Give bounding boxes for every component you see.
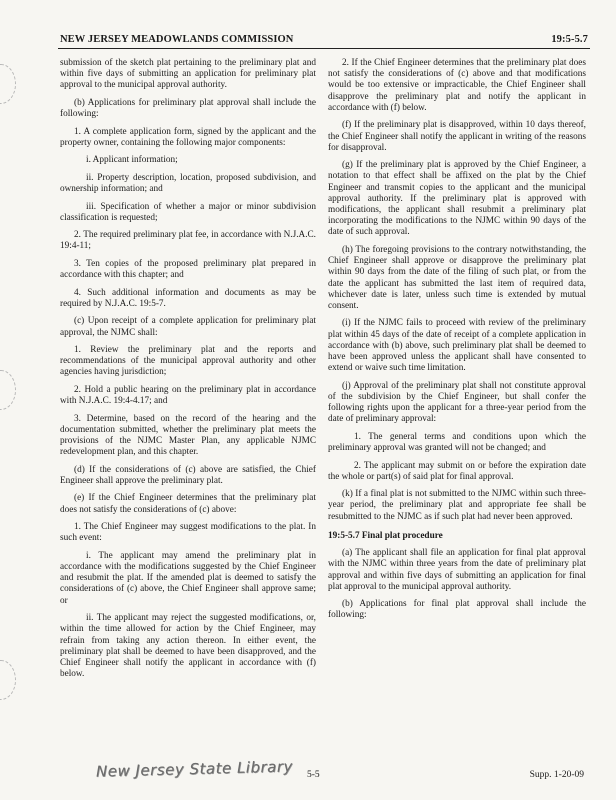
section-heading: 19:5-5.7 Final plat procedure: [328, 530, 443, 541]
paragraph: 2. The required preliminary plat fee, in accordance with N.J.A.C. 19:4-11;: [60, 230, 316, 252]
paragraph: (i) If the NJMC fails to proceed with review of the preliminary plat within 45 days of the date of receipt of a complete application in accordance with (b) above, such preliminary plat shall be deemed to have been approved unless the applicant shall have consented to extend or waive such time limitation.: [328, 318, 586, 374]
paragraph: i. Applicant information;: [86, 155, 178, 166]
paragraph: (b) Applications for preliminary plat approval shall include the following:: [60, 97, 316, 120]
header-rule: [58, 48, 590, 49]
paragraph: ii. Property description, location, proposed subdivision, and ownership information; and: [60, 172, 316, 195]
paragraph: (j) Approval of the preliminary plat shall not constitute approval of the subdivision by the Chief Engineer, but shall confer the following rights upon the applicant for a three-year period from the date of preliminary approval:: [328, 380, 586, 425]
punch-hole-mark: [0, 370, 16, 410]
paragraph: (k) If a final plat is not submitted to the NJMC within such three-year period, the preliminary plat and appropriate fee shall be resubmitted to the NJMC as if such plat had never been approved.: [328, 489, 586, 522]
running-header: [60, 34, 588, 45]
paragraph: ii. The applicant may reject the suggested modifications, or, within the time allowed for action by the Chief Engineer, may refrain from taking any action thereon. In either event, the preliminary plat shall be deemed to have been disapproved, and the Chief Engineer shall notify the applicant in accordance with (f) below.: [60, 613, 316, 680]
paragraph: 1. A complete application form, signed by the applicant and the property owner, containing the following major components:: [60, 126, 316, 148]
paragraph: (c) Upon receipt of a complete application for preliminary plat approval, the NJMC shall:: [60, 316, 316, 338]
paragraph: 1. The Chief Engineer may suggest modifications to the plat. In such event:: [60, 522, 316, 544]
paragraph: 1. Review the preliminary plat and the reports and recommendations of the municipal approval authority and other agencies having jurisdiction;: [60, 345, 316, 378]
paragraph: 2. Hold a public hearing on the preliminary plat in accordance with N.J.A.C. 19:4-4.17; and: [60, 384, 316, 407]
page-number: 5-5: [307, 770, 320, 780]
paragraph: (e) If the Chief Engineer determines that the preliminary plat does not satisfy the considerations of (c) above:: [60, 493, 316, 515]
right-column: [328, 58, 586, 628]
paragraph: (g) If the preliminary plat is approved by the Chief Engineer, a notation to that effect shall be affixed on the plat by the Chief Engineer and transmit copies to the applicant and the municipal approval authority. If the preliminary plat is approved with modifications, the applicant shall resubmit a preliminary plat incorporating the modifications to the NJMC within 90 days of the date of such approval.: [328, 160, 586, 238]
paragraph: 3. Determine, based on the record of the hearing and the documentation submitted, whether the preliminary plat meets the provisions of the NJMC Master Plan, any applicable NJMC redevelopment plan, and this chapter.: [60, 413, 316, 458]
punch-hole-mark: [0, 64, 16, 104]
punch-hole-mark: [0, 660, 16, 700]
supplement-date: Supp. 1-20-09: [529, 770, 584, 780]
paragraph: (b) Applications for final plat approval shall include the following:: [328, 599, 586, 621]
header-section-number: 19:5-5.7: [551, 34, 588, 45]
header-title: NEW JERSEY MEADOWLANDS COMMISSION: [60, 34, 294, 45]
paragraph: (h) The foregoing provisions to the contrary notwithstanding, the Chief Engineer shall approve or disapprove the preliminary plat within 90 days from the date of the filing of such plat, or from the date the applicant has submitted the last item of required data, whichever date is later, unless such time is extended by mutual consent.: [328, 244, 586, 311]
left-column: [60, 58, 316, 687]
library-stamp: New Jersey State Library: [95, 757, 294, 781]
paragraph: i. The applicant may amend the preliminary plat in accordance with the modifications suggested by the Chief Engineer and resubmit the plat. If the amended plat is deemed to satisfy the considerations of (c) above, the Chief Engineer shall approve same; or: [60, 550, 316, 606]
paragraph: iii. Specification of whether a major or minor subdivision classification is requested;: [60, 201, 316, 223]
paragraph: 1. The general terms and conditions upon which the preliminary approval was granted will not be changed; and: [328, 431, 586, 454]
paragraph: 4. Such additional information and documents as may be required by N.J.A.C. 19:5-7.: [60, 287, 316, 309]
paragraph: 3. Ten copies of the proposed preliminary plat prepared in accordance with this chapter; and: [60, 258, 316, 281]
paragraph: submission of the sketch plat pertaining to the preliminary plat and within five days of submitting an application for preliminary plat approval to the municipal approval authority.: [60, 58, 316, 91]
paragraph: (a) The applicant shall file an application for final plat approval with the NJMC within three years from the date of preliminary plat approval and within five days of submitting an application for final plat approval to the municipal approval authority.: [328, 548, 586, 592]
paragraph: (d) If the considerations of (c) above are satisfied, the Chief Engineer shall approve the preliminary plat.: [60, 464, 316, 486]
paragraph: (f) If the preliminary plat is disapproved, within 10 days thereof, the Chief Engineer shall notify the applicant in writing of the reasons for disapproval.: [328, 120, 586, 153]
paragraph: 2. If the Chief Engineer determines that the preliminary plat does not satisfy the considerations of (c) above and that modifications would be too extensive or impracticable, the Chief Engineer shall disapprove the preliminary plat and notify the applicant in accordance with (f) below.: [328, 58, 586, 113]
paragraph: 2. The applicant may submit on or before the expiration date the whole or part(s) of said plat for final approval.: [328, 460, 586, 482]
